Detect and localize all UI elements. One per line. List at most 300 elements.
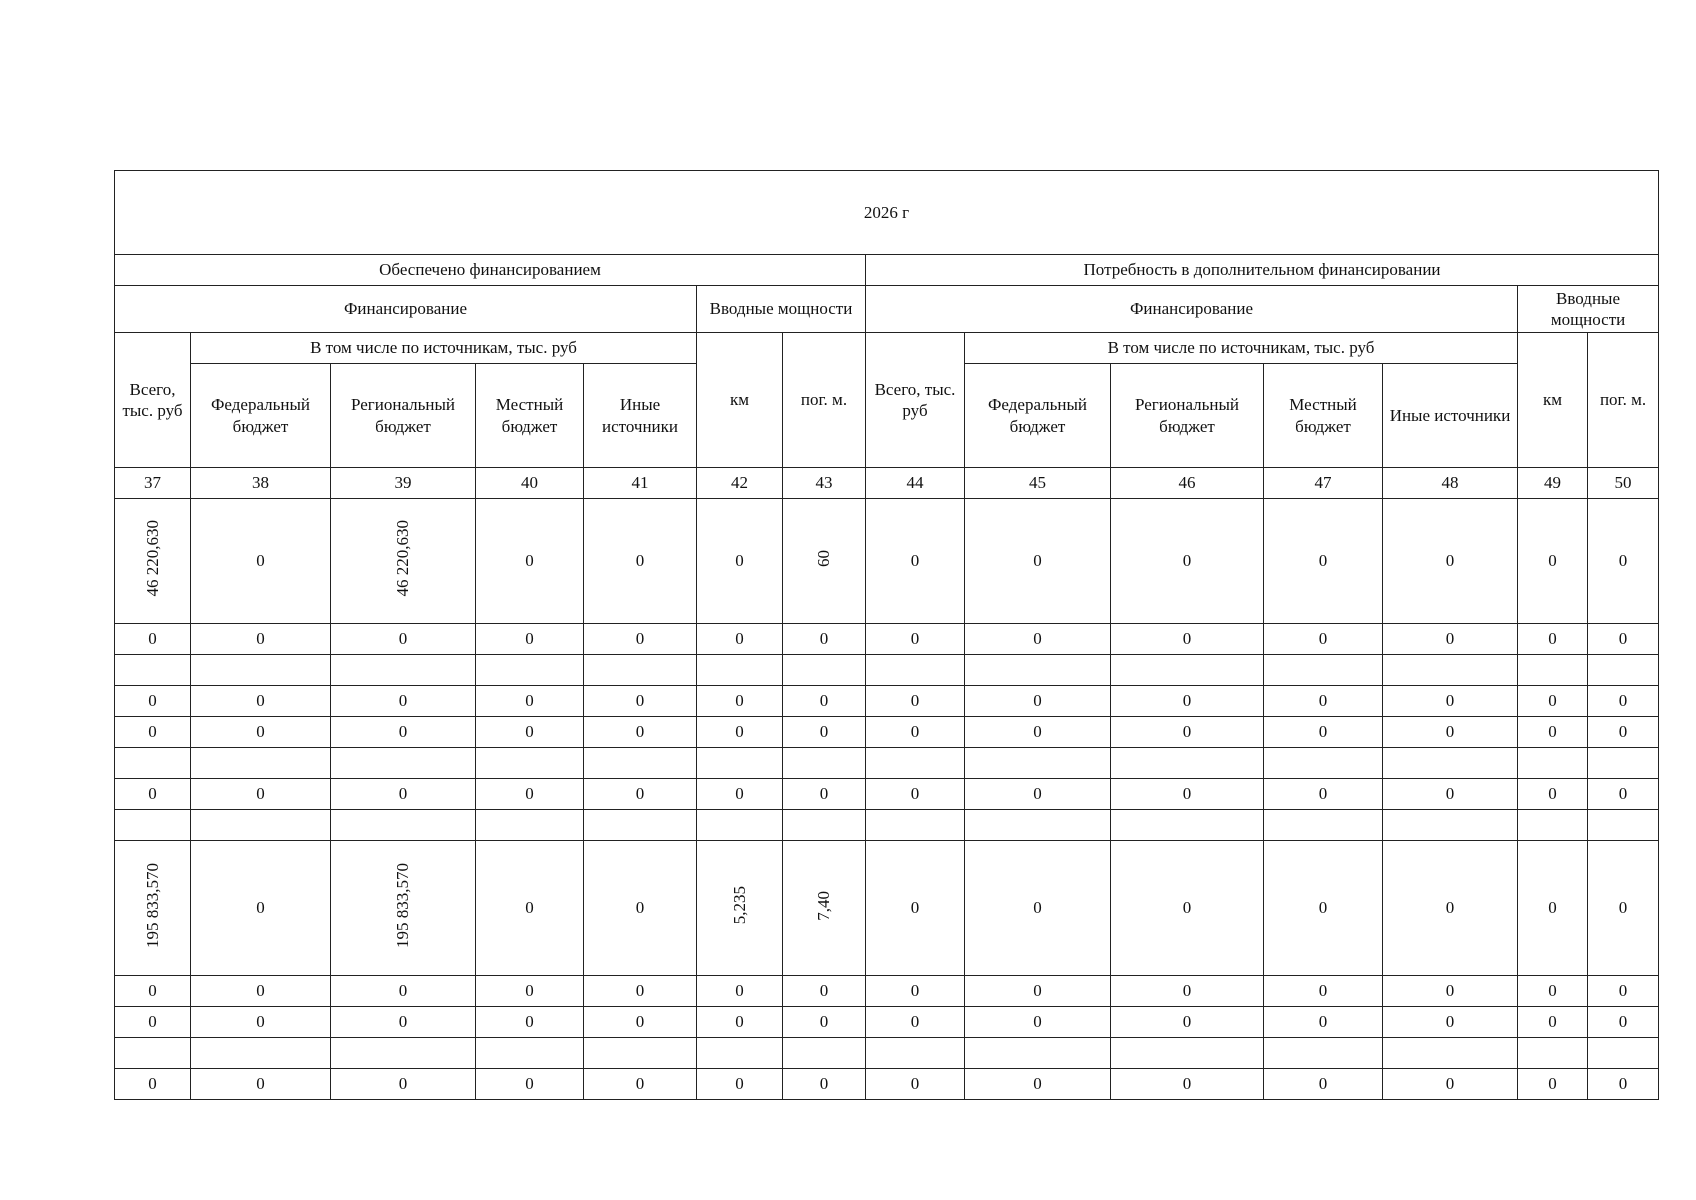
cell-value: 5,235 [729,886,749,925]
table-cell [1111,810,1264,841]
total-header-b: Всего, тыс. руб [866,333,965,468]
financing-header-a: Финансирование [115,286,697,333]
table-cell [1111,841,1264,976]
cell-value: 0 [1182,1074,1192,1094]
table-cell [965,1069,1111,1100]
cell-value: 0 [1033,898,1042,918]
cell-value: 0 [1033,1012,1042,1032]
cell-value: 0 [1318,1012,1328,1032]
cell-value: 0 [910,551,920,571]
table-cell [331,686,476,717]
table-cell [1383,499,1518,624]
financing-table-sheet [114,170,1658,1100]
cell-value: 0 [148,1074,157,1094]
table-cell [965,1038,1111,1069]
column-number-cell: 38 [191,468,331,499]
table-cell [697,779,783,810]
cell-value: 0 [819,722,829,742]
local-header-b: Местный бюджет [1264,364,1383,468]
cell-value: 0 [910,1012,920,1032]
table-cell [1518,841,1588,976]
table-cell [191,779,331,810]
cell-value: 0 [398,784,408,804]
table-cell [1111,1069,1264,1100]
table-row [115,1038,1659,1069]
column-number-cell: 49 [1518,468,1588,499]
table-cell [1264,810,1383,841]
table-cell [866,976,965,1007]
cell-value: 0 [398,1074,408,1094]
cell-value: 195 833,570 [142,862,162,948]
other-header-a: Иные источники [584,364,697,468]
table-cell [697,655,783,686]
cell-value: 7,40 [814,890,834,921]
table-cell [1264,779,1383,810]
table-cell [476,976,584,1007]
column-number-cell: 40 [476,468,584,499]
cell-value: 0 [1318,629,1328,649]
cell-value: 0 [256,1012,265,1032]
table-cell [697,841,783,976]
cell-value: 0 [1445,551,1455,571]
table-cell [476,779,584,810]
column-numbers-row [115,468,1659,499]
table-cell [1383,1069,1518,1100]
table-cell [1383,655,1518,686]
cell-value: 0 [910,691,920,711]
table-row [115,841,1659,976]
table-cell [866,717,965,748]
table-cell [584,655,697,686]
table-cell [331,717,476,748]
table-cell [1588,841,1659,976]
table-cell [584,1038,697,1069]
cell-value: 0 [256,629,265,649]
cell-value: 0 [256,691,265,711]
table-cell [1518,717,1588,748]
table-cell [191,1069,331,1100]
table-cell [965,976,1111,1007]
table-cell [1588,686,1659,717]
cell-value: 0 [635,629,645,649]
table-cell [1264,499,1383,624]
table-cell [191,841,331,976]
cell-value: 0 [256,784,265,804]
cell-value: 0 [635,1074,645,1094]
cell-value: 0 [525,722,534,742]
other-header-b: Иные источники [1383,364,1518,468]
financing-table [114,170,1659,1100]
column-number-cell: 39 [331,468,476,499]
cell-value: 0 [1182,981,1192,1001]
table-row [115,655,1659,686]
table-cell [584,841,697,976]
table-row [115,1007,1659,1038]
year-header: 2026 г [115,171,1659,255]
table-cell [1518,976,1588,1007]
cell-value: 0 [635,784,645,804]
cell-value: 0 [735,784,744,804]
table-cell [191,717,331,748]
cell-value: 0 [1445,784,1455,804]
table-cell [1264,841,1383,976]
table-cell [783,779,866,810]
cell-value: 0 [1548,629,1557,649]
cell-value: 0 [819,1012,829,1032]
table-cell [965,499,1111,624]
table-cell [1383,686,1518,717]
table-cell [115,624,191,655]
cell-value: 0 [910,981,920,1001]
table-cell [1518,1007,1588,1038]
table-cell [697,748,783,779]
table-cell [697,686,783,717]
table-cell [191,499,331,624]
table-row [115,624,1659,655]
table-cell [584,779,697,810]
table-cell [965,686,1111,717]
year-row [115,171,1659,255]
cell-value: 0 [1318,898,1328,918]
cell-value: 0 [1618,1012,1628,1032]
cell-value: 0 [525,1074,534,1094]
table-cell [191,655,331,686]
cell-value: 0 [1618,1074,1628,1094]
group-row [115,255,1659,286]
regional-header-a: Региональный бюджет [331,364,476,468]
table-cell [331,810,476,841]
table-row [115,499,1659,624]
table-cell [1383,779,1518,810]
cell-value: 0 [910,722,920,742]
cell-value: 0 [819,629,829,649]
cell-value: 0 [635,722,645,742]
table-cell [476,841,584,976]
cell-value: 0 [256,981,265,1001]
table-cell [476,499,584,624]
table-cell [115,1007,191,1038]
table-cell [331,841,476,976]
table-cell [1264,748,1383,779]
table-cell [965,717,1111,748]
cell-value: 0 [398,981,408,1001]
cell-value: 0 [1548,784,1557,804]
cell-value: 0 [1318,784,1328,804]
federal-header-a: Федеральный бюджет [191,364,331,468]
table-row [115,748,1659,779]
table-cell [115,717,191,748]
table-cell [866,748,965,779]
cell-value: 0 [910,898,920,918]
table-cell [1518,686,1588,717]
table-cell [1111,976,1264,1007]
cell-value: 0 [1618,551,1628,571]
cell-value: 0 [398,629,408,649]
cell-value: 0 [1445,1012,1455,1032]
cell-value: 0 [1182,784,1192,804]
table-cell [1383,748,1518,779]
cell-value: 0 [148,691,157,711]
table-cell [584,717,697,748]
table-cell [476,686,584,717]
cell-value: 0 [1318,551,1328,571]
table-cell [866,779,965,810]
cell-value: 0 [1182,551,1192,571]
table-cell [476,717,584,748]
cell-value: 0 [1033,784,1042,804]
table-cell [1383,1007,1518,1038]
cell-value: 0 [1548,898,1557,918]
table-row [115,810,1659,841]
cell-value: 0 [525,551,534,571]
secured-group-header: Обеспечено финансированием [115,255,866,286]
cell-value: 0 [910,784,920,804]
table-cell [476,1069,584,1100]
cell-value: 46 220,630 [142,520,162,597]
column-number-cell: 42 [697,468,783,499]
table-cell [191,810,331,841]
cell-value: 0 [1318,1074,1328,1094]
table-cell [331,655,476,686]
cell-value: 0 [1618,629,1628,649]
table-cell [965,655,1111,686]
table-cell [1518,810,1588,841]
cell-value: 0 [398,691,408,711]
table-cell [1588,1007,1659,1038]
sources-row [115,333,1659,364]
cell-value: 0 [148,981,157,1001]
cell-value: 0 [635,1012,645,1032]
table-cell [866,499,965,624]
cell-value: 0 [635,551,645,571]
table-cell [1588,624,1659,655]
table-cell [115,810,191,841]
cell-value: 0 [635,691,645,711]
cell-value: 0 [910,1074,920,1094]
table-cell [584,686,697,717]
km-header-b: км [1518,333,1588,468]
table-cell [1588,499,1659,624]
table-cell [1588,810,1659,841]
table-cell [965,1007,1111,1038]
table-cell [783,841,866,976]
cell-value: 0 [525,981,534,1001]
cell-value: 0 [1033,691,1042,711]
local-header-a: Местный бюджет [476,364,584,468]
pog-header-b: пог. м. [1588,333,1659,468]
cell-value: 0 [1445,722,1455,742]
table-cell [783,976,866,1007]
cell-value: 0 [148,722,157,742]
table-cell [1264,1069,1383,1100]
subgroup-row [115,286,1659,333]
cell-value: 0 [148,784,157,804]
table-cell [584,624,697,655]
table-cell [191,624,331,655]
table-cell [191,1007,331,1038]
cell-value: 0 [735,1012,744,1032]
table-cell [866,686,965,717]
cell-value: 0 [1182,691,1192,711]
cell-value: 0 [1033,1074,1042,1094]
cell-value: 0 [1445,1074,1455,1094]
table-cell [331,748,476,779]
table-cell [115,655,191,686]
table-cell [1111,717,1264,748]
cell-value: 0 [1033,981,1042,1001]
cell-value: 0 [735,551,744,571]
cell-value: 60 [814,549,834,567]
financing-header-b: Финансирование [866,286,1518,333]
cell-value: 0 [1445,981,1455,1001]
cell-value: 0 [1618,722,1628,742]
table-cell [1111,499,1264,624]
table-cell [783,624,866,655]
table-cell [1518,1038,1588,1069]
table-cell [1264,1007,1383,1038]
table-cell [331,1007,476,1038]
table-cell [331,976,476,1007]
table-cell [115,779,191,810]
cell-value: 0 [1445,629,1455,649]
cell-value: 0 [256,551,265,571]
cell-value: 0 [1033,722,1042,742]
table-cell [866,841,965,976]
table-cell [191,686,331,717]
table-cell [115,686,191,717]
table-cell [697,624,783,655]
table-cell [1518,1069,1588,1100]
cell-value: 0 [819,691,829,711]
table-cell [783,748,866,779]
table-cell [1518,624,1588,655]
table-cell [584,1069,697,1100]
table-cell [191,748,331,779]
table-cell [584,976,697,1007]
table-cell [697,1007,783,1038]
table-cell [1111,748,1264,779]
table-cell [476,655,584,686]
table-cell [1111,1038,1264,1069]
column-number-cell: 50 [1588,468,1659,499]
capacity-header-a: Вводные мощности [697,286,866,333]
table-cell [331,1069,476,1100]
table-cell [1383,841,1518,976]
cell-value: 0 [1548,722,1557,742]
cell-value: 0 [1548,981,1557,1001]
table-cell [1264,624,1383,655]
table-cell [965,624,1111,655]
table-cell [584,499,697,624]
km-header-a: км [697,333,783,468]
table-cell [1383,717,1518,748]
cell-value: 0 [1182,722,1192,742]
table-cell [1264,1038,1383,1069]
table-cell [1383,810,1518,841]
table-cell [697,1069,783,1100]
table-cell [697,499,783,624]
cell-value: 0 [1318,691,1328,711]
table-cell [783,1069,866,1100]
table-cell [697,717,783,748]
cell-value: 0 [148,629,157,649]
cell-value: 0 [256,722,265,742]
table-cell [1111,779,1264,810]
table-cell [1383,976,1518,1007]
table-cell [1383,1038,1518,1069]
cell-value: 0 [256,898,265,918]
cell-value: 0 [1548,1074,1557,1094]
cell-value: 0 [1548,551,1557,571]
cell-value: 0 [525,1012,534,1032]
table-cell [866,1007,965,1038]
table-cell [866,655,965,686]
cell-value: 195 833,570 [393,862,413,948]
table-cell [866,624,965,655]
table-row [115,1069,1659,1100]
column-number-cell: 48 [1383,468,1518,499]
table-cell [1588,748,1659,779]
regional-header-b: Региональный бюджет [1111,364,1264,468]
cell-value: 0 [398,722,408,742]
cell-value: 0 [1548,691,1557,711]
cell-value: 0 [525,784,534,804]
table-cell [965,841,1111,976]
table-cell [1518,655,1588,686]
cell-value: 0 [256,1074,265,1094]
cell-value: 0 [910,629,920,649]
cell-value: 0 [735,629,744,649]
cell-value: 0 [735,722,744,742]
table-cell [783,1038,866,1069]
table-cell [191,1038,331,1069]
table-cell [1383,624,1518,655]
table-cell [115,748,191,779]
table-cell [115,976,191,1007]
table-cell [476,810,584,841]
cell-value: 0 [735,1074,744,1094]
table-cell [783,1007,866,1038]
table-cell [115,841,191,976]
cell-value: 0 [398,1012,408,1032]
table-cell [476,624,584,655]
cell-value: 0 [1618,691,1628,711]
table-cell [783,717,866,748]
table-row [115,779,1659,810]
table-cell [191,976,331,1007]
cell-value: 0 [819,981,829,1001]
column-number-cell: 37 [115,468,191,499]
table-cell [476,748,584,779]
table-cell [697,810,783,841]
federal-header-b: Федеральный бюджет [965,364,1111,468]
need-group-header: Потребность в дополнительном финансировании [866,255,1659,286]
table-cell [1588,1038,1659,1069]
pog-header-a: пог. м. [783,333,866,468]
table-cell [115,1038,191,1069]
table-cell [1518,499,1588,624]
cell-value: 0 [1182,1012,1192,1032]
table-cell [584,810,697,841]
table-cell [1588,1069,1659,1100]
table-cell [1111,624,1264,655]
table-cell [783,499,866,624]
table-cell [965,779,1111,810]
column-number-cell: 46 [1111,468,1264,499]
table-cell [783,810,866,841]
cell-value: 0 [1033,629,1042,649]
table-cell [1264,655,1383,686]
